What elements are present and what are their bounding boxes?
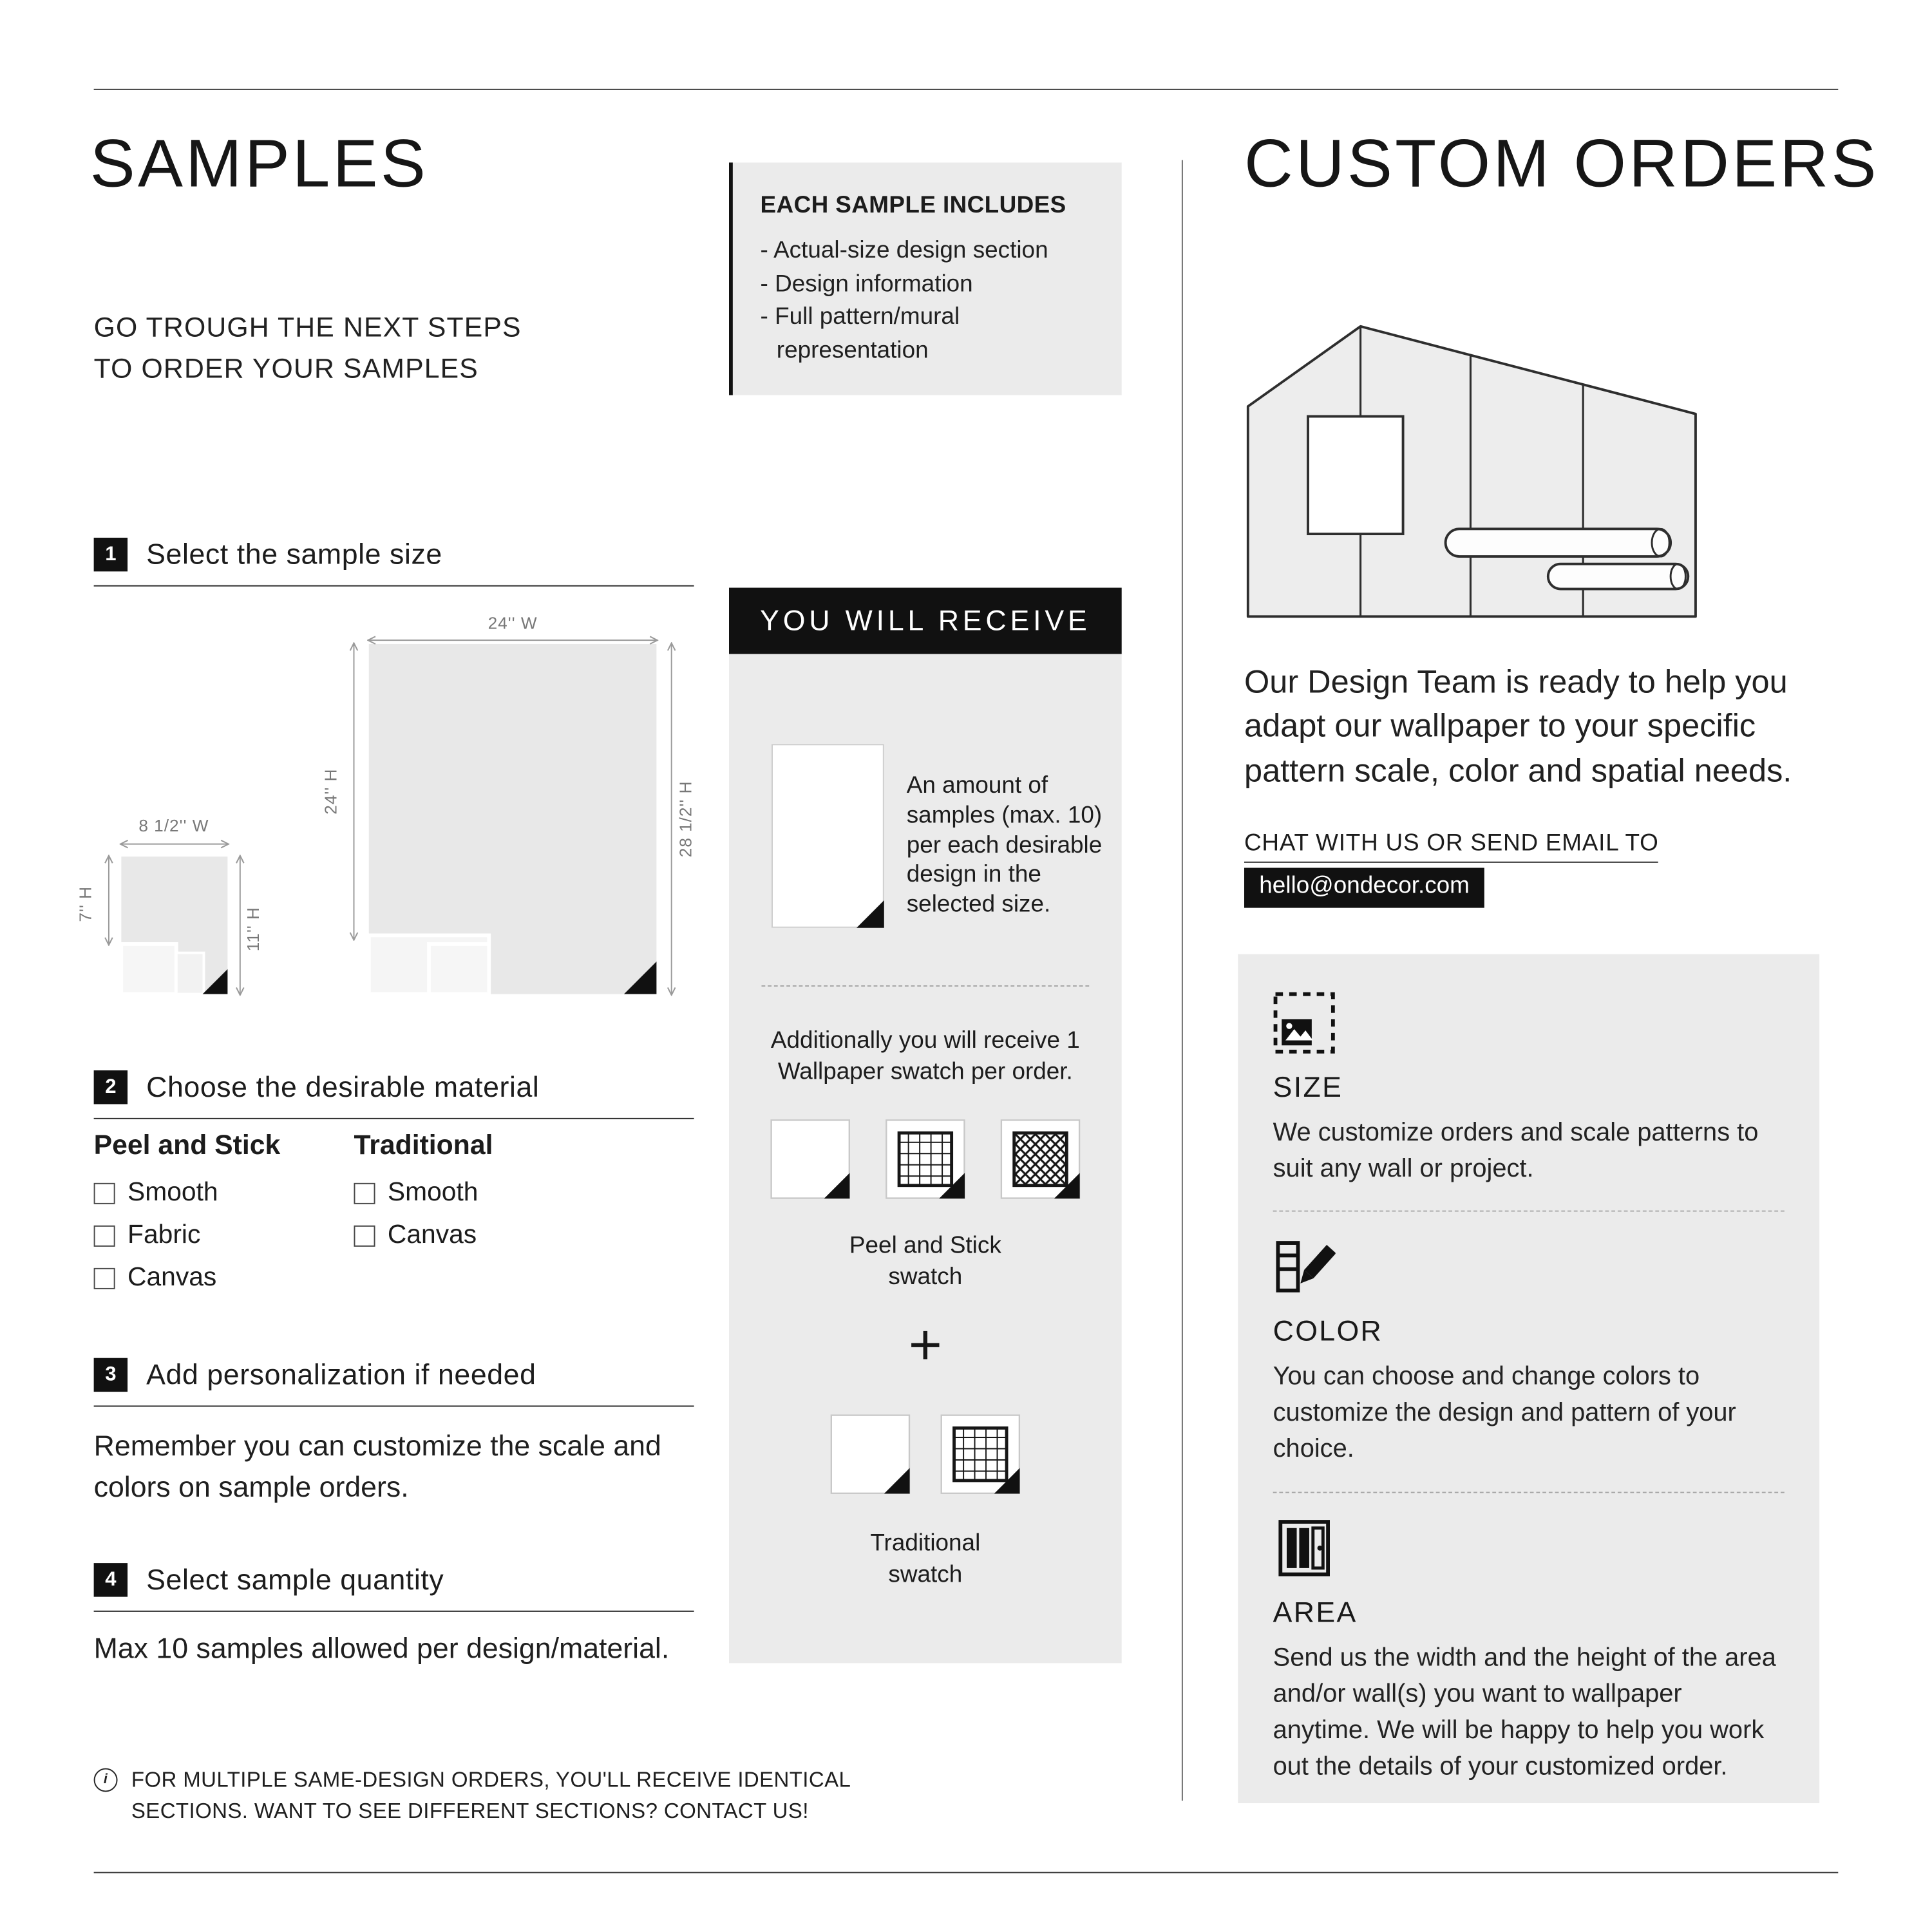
checkbox-label: Canvas [128,1263,217,1292]
large-sample-height-left-label: 24'' H [321,768,341,815]
includes-item: - Actual-size design section [761,235,1099,269]
step-2-label: Choose the desirable material [146,1070,540,1103]
info-icon: i [94,1768,118,1792]
plus-sign: + [908,1311,942,1377]
peel-swatch-label: Peel and Stick swatch [849,1233,1001,1291]
dashed-divider [1273,1211,1785,1212]
checkbox-peel-canvas[interactable] [94,1263,307,1293]
checkbox-icon[interactable] [94,1225,115,1246]
includes-item: - Design information [761,269,1099,302]
small-sample-height-right-label: 11'' H [243,907,263,952]
step-1-label: Select the sample size [146,537,442,571]
custom-orders-panel [1238,954,1819,1803]
feature-color-text: You can choose and change colors to customize the design and pattern of your choice. [1273,1361,1736,1464]
small-sample-width-label: 8 1/2'' W [138,816,209,836]
step-4-note: Max 10 samples allowed per design/material. [93,1631,670,1665]
column-divider [1182,160,1183,1801]
feature-size-text: We customize orders and scale patterns to suit any wall or project. [1273,1117,1759,1184]
footnote-text: FOR MULTIPLE SAME-DESIGN ORDERS, YOU'LL RECEIVE IDENTICAL SECTIONS. WANT TO SEE DIFFERENT SECTIONS? CONTACT US! [131,1768,851,1823]
custom-orders-intro: Our Design Team is ready to help you adapt our wallpaper to your specific pattern scale, color and spatial needs. [1244,663,1792,789]
smooth-swatch-icon [830,1414,910,1494]
canvas-grid-swatch-icon [940,1414,1020,1494]
you-will-receive-header: YOU WILL RECEIVE [729,588,1122,654]
material-group-title: Peel and Stick [93,1129,281,1160]
checkbox-label: Canvas [387,1220,477,1249]
material-group-title: Traditional [354,1129,493,1160]
checkbox-icon[interactable] [354,1182,375,1204]
step-3-label: Add personalization if needed [146,1358,536,1391]
traditional-swatch-row [729,1414,1122,1494]
includes-title: EACH SAMPLE INCLUDES [760,193,1066,219]
samples-subtitle-line2: TO ORDER YOUR SAMPLES [93,352,478,384]
samples-subtitle-line1: GO TROUGH THE NEXT STEPS [93,311,522,343]
material-options [94,1129,567,1305]
receive-samples-text: An amount of samples (max. 10) per each desirable design in the selected size. [906,772,1103,918]
step-4-label: Select sample quantity [146,1563,444,1596]
fabric-grid-swatch-icon [886,1119,965,1199]
includes-item: - Full pattern/mural representation [761,301,1099,368]
contact-label: CHAT WITH US OR SEND EMAIL TO [1244,830,1659,862]
checkbox-icon[interactable] [354,1225,375,1246]
size-selection-icon [1273,992,1336,1054]
top-divider [94,89,1839,90]
checkbox-traditional-canvas[interactable] [354,1220,567,1251]
checkbox-peel-fabric[interactable] [94,1220,307,1251]
wallpaper-wall-illustration [1235,319,1708,625]
checkbox-icon[interactable] [94,1182,115,1204]
peel-swatch-row [729,1119,1122,1199]
feature-area-title: AREA [1273,1595,1358,1628]
checkbox-label: Smooth [128,1178,218,1207]
step-1-header [94,538,694,587]
bottom-divider [94,1872,1839,1873]
step-2-number: 2 [94,1070,128,1104]
custom-orders-title: CUSTOM ORDERS [1244,126,1879,202]
checkbox-label: Fabric [128,1220,201,1249]
feature-size-title: SIZE [1273,1070,1343,1103]
door-area-icon [1273,1516,1336,1578]
footnote [94,1766,876,1828]
samples-subtitle [94,307,522,389]
traditional-swatch-label: Traditional swatch [870,1530,981,1588]
dashed-divider [761,985,1089,987]
large-sample-width-label: 24'' W [488,613,538,633]
material-group-peel-and-stick [94,1129,307,1305]
step-4-header [94,1563,694,1612]
sample-page-icon [772,744,884,927]
receive-additional-text: Additionally you will receive 1 Wallpaper swatch per order. [770,1028,1080,1085]
color-swatches-icon [1273,1236,1336,1298]
wallpaper-roll-icon [1548,564,1688,589]
canvas-crosshatch-swatch-icon [1000,1119,1080,1199]
smooth-swatch-icon [770,1119,850,1199]
sample-size-diagram [69,607,719,1019]
step-4-number: 4 [94,1563,128,1596]
you-will-receive-panel [729,654,1122,1663]
large-sample-height-right-label: 28 1/2'' H [676,781,696,858]
step-2-header [94,1070,694,1119]
checkbox-traditional-smooth[interactable] [354,1178,567,1208]
feature-color-title: COLOR [1273,1314,1383,1347]
checkbox-label: Smooth [387,1178,478,1207]
frame-rect [1308,417,1403,535]
dashed-divider [1273,1492,1785,1493]
email-badge[interactable]: hello@ondecor.com [1244,868,1484,908]
checkbox-peel-smooth[interactable] [94,1178,307,1208]
each-sample-includes-box [729,162,1122,395]
material-group-traditional [354,1129,567,1305]
wallpaper-roll-icon [1446,529,1671,556]
small-sample-height-left-label: 7'' H [75,886,95,922]
step-3-note: Remember you can customize the scale and colors on sample orders. [93,1429,661,1503]
checkbox-icon[interactable] [94,1267,115,1289]
samples-title: SAMPLES [90,126,429,202]
step-3-number: 3 [94,1358,128,1392]
step-1-number: 1 [94,538,128,571]
step-3-header [94,1358,694,1407]
feature-area-text: Send us the width and the height of the area and/or wall(s) you want to wallpaper anytime. We will be happy to help you work out the details of your customized order. [1273,1642,1776,1781]
